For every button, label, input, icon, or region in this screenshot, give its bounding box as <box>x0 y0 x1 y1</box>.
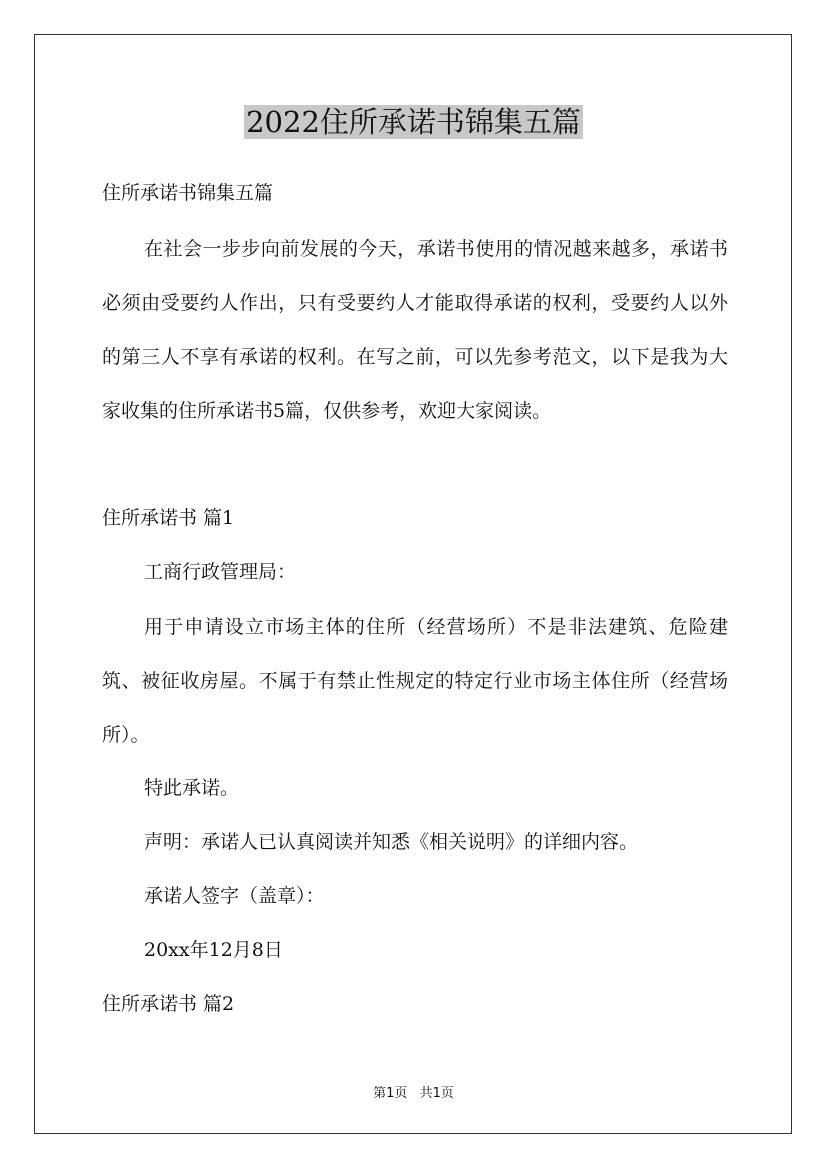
intro-paragraph: 在社会一步步向前发展的今天，承诺书使用的情况越来越多，承诺书必须由受要约人作出，只有受要约人才能取得承诺的权利，受要约人以外的第三人不享有承诺的权利。在写之前，可以先参考范文，以下是我为大家收集的住所承诺书5篇，仅供参考，欢迎大家阅读。 <box>102 238 728 422</box>
section-1-closing: 特此承诺。 <box>144 777 240 799</box>
page-footer <box>0 1082 827 1101</box>
document-subtitle: 住所承诺书锦集五篇 <box>102 182 274 204</box>
document-title-text: 2022住所承诺书锦集五篇 <box>246 105 581 139</box>
section-1-heading: 住所承诺书 篇1 <box>102 507 235 529</box>
section-1-statement: 声明：承诺人已认真阅读并知悉《相关说明》的详细内容。 <box>144 831 639 853</box>
section-2-heading: 住所承诺书 篇2 <box>102 993 235 1015</box>
section-1-addressee: 工商行政管理局： <box>144 561 297 583</box>
section-1-body: 用于申请设立市场主体的住所（经营场所）不是非法建筑、危险建筑、被征收房屋。不属于有禁止性规定的特定行业市场主体住所（经营场所）。 <box>102 616 728 746</box>
section-1-signature: 承诺人签字（盖章）： <box>144 885 325 907</box>
page-total: 共1页 <box>419 1086 454 1101</box>
section-1-date: 20xx年12月8日 <box>144 939 283 961</box>
page-number: 第1页 <box>373 1086 408 1101</box>
document-title <box>0 100 827 144</box>
